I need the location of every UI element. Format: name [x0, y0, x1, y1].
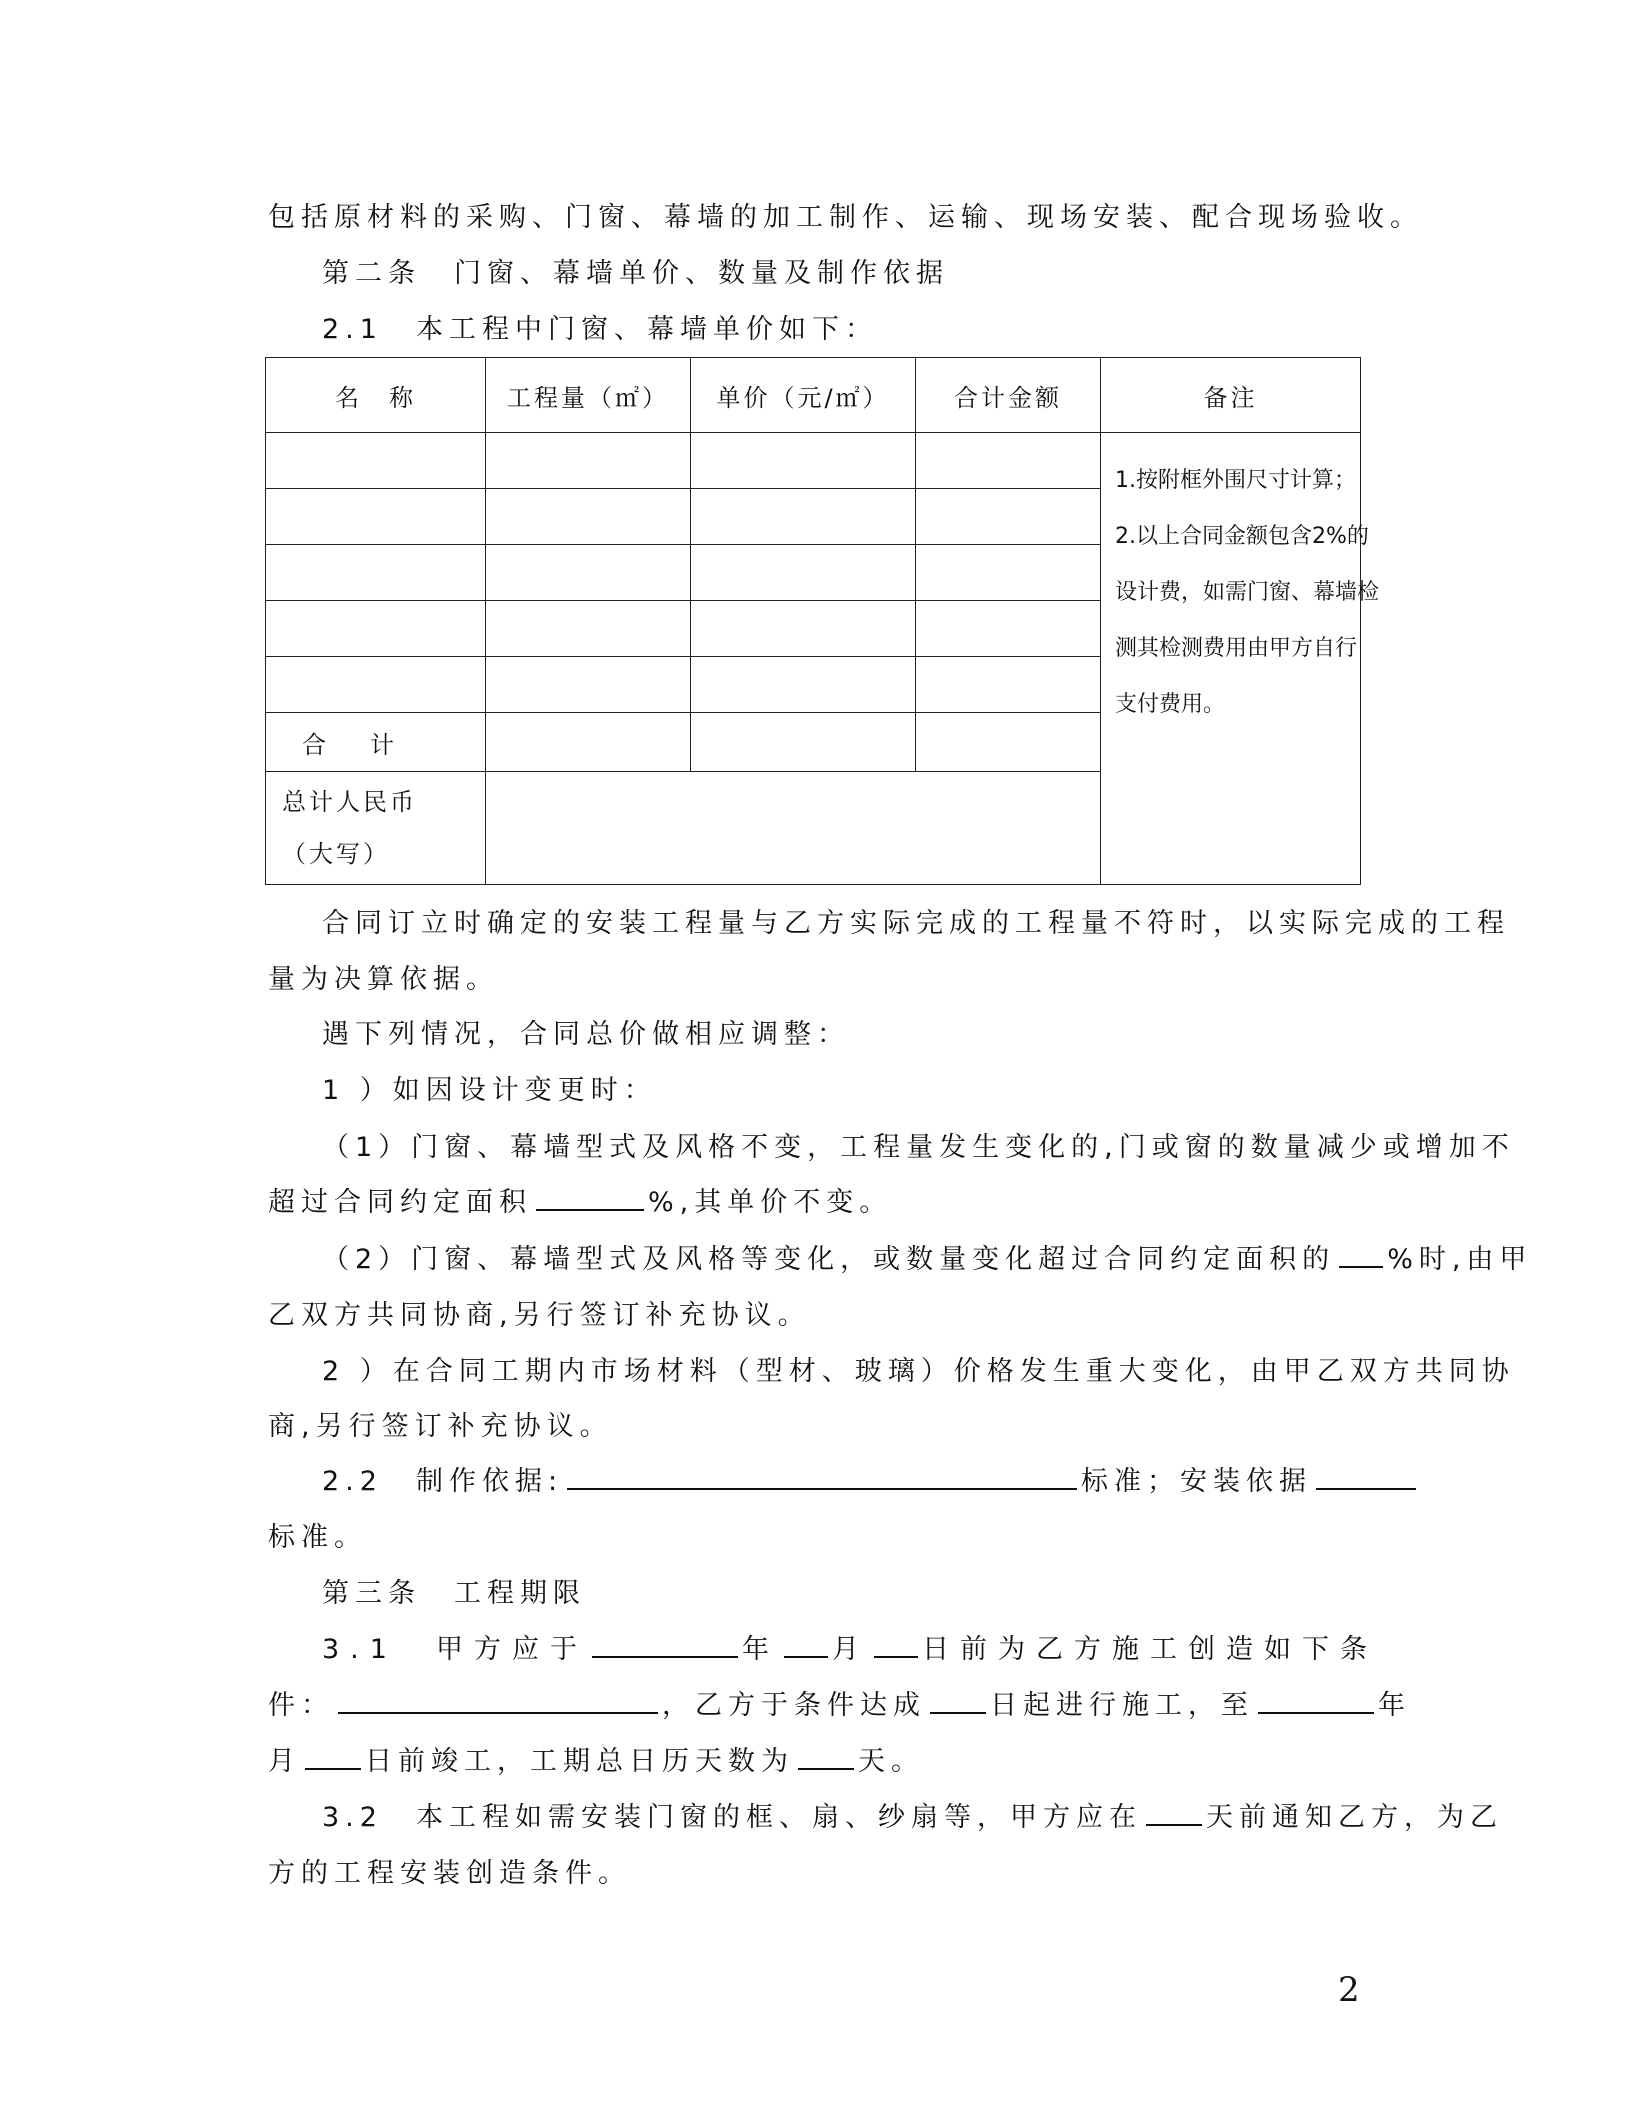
section-heading-2: 第二条 门窗、幕墙单价、数量及制作依据: [322, 258, 949, 289]
table-header-row: [266, 358, 1361, 433]
remark-line: 支付费用。: [1115, 692, 1226, 717]
table-row: [266, 433, 1361, 489]
text-line: 量为决算依据。: [268, 964, 499, 995]
header-total: 合计金额: [916, 358, 1101, 433]
header-quantity: 工程量（㎡）: [486, 358, 691, 433]
remarks-cell: [1101, 433, 1380, 885]
rmb-label-line2: （大写）: [282, 840, 390, 868]
text-line: 件： ，乙方于条件达成 日起进行施工，至 年: [268, 1686, 1411, 1726]
clause-2-1: 2.1 本工程中门窗、幕墙单价如下：: [322, 314, 878, 345]
unit-price-table: [265, 357, 1380, 885]
header-unit-price: 单价（元/㎡）: [691, 358, 916, 433]
text-line: 商,另行签订补充协议。: [268, 1411, 613, 1442]
text-line: 乙双方共同协商,另行签订补充协议。: [268, 1300, 811, 1331]
text-line: 标准。: [268, 1522, 367, 1553]
clause-3-2: 3.2 本工程如需安装门窗的框、扇、纱扇等，甲方应在 天前通知乙方，为乙: [322, 1798, 1503, 1838]
text-line: 超过合同约定面积 %,其单价不变。: [268, 1183, 892, 1223]
section-heading-3: 第三条 工程期限: [322, 1578, 586, 1609]
text-line: 遇下列情况，合同总价做相应调整：: [322, 1019, 850, 1050]
header-remarks: 备注: [1101, 358, 1361, 433]
text-line: 合同订立时确定的安装工程量与乙方实际完成的工程量不符时，以实际完成的工程: [322, 908, 1510, 939]
rmb-label: [266, 772, 486, 885]
clause-3-1: 3.1 甲方应于 年 月 日前为乙方施工创造如下条: [322, 1630, 1378, 1670]
text-line: （2）门窗、幕墙型式及风格等变化，或数量变化超过合同约定面积的 %时,由甲: [322, 1240, 1532, 1280]
page-number: 2: [1338, 1970, 1360, 2010]
remark-line: 2.以上合同金额包含2%的: [1115, 524, 1369, 549]
text-line: 月 日前竣工，工期总日历天数为 天。: [268, 1742, 924, 1782]
rmb-label-line1: 总计人民币: [282, 788, 417, 816]
clause-2-2: 2.2 制作依据: 标准；安装依据: [322, 1462, 1420, 1502]
text-line: （1）门窗、幕墙型式及风格不变，工程量发生变化的,门或窗的数量减少或增加不: [322, 1132, 1515, 1163]
remark-line: 设计费，如需门窗、幕墙检: [1115, 580, 1380, 605]
remark-line: 1.按附框外围尺寸计算；: [1115, 468, 1356, 493]
sum-label: 合计: [266, 713, 486, 772]
header-name: 名 称: [266, 358, 486, 433]
text-line: 1 ）如因设计变更时：: [322, 1075, 657, 1106]
text-line: 包括原材料的采购、门窗、幕墙的加工制作、运输、现场安装、配合现场验收。: [268, 202, 1423, 233]
rmb-amount-cell: [486, 772, 1101, 885]
remark-line: 测其检测费用由甲方自行: [1115, 636, 1358, 661]
text-line: 2 ）在合同工期内市场材料（型材、玻璃）价格发生重大变化，由甲乙双方共同协: [322, 1356, 1515, 1387]
text-line: 方的工程安装创造条件。: [268, 1858, 631, 1889]
